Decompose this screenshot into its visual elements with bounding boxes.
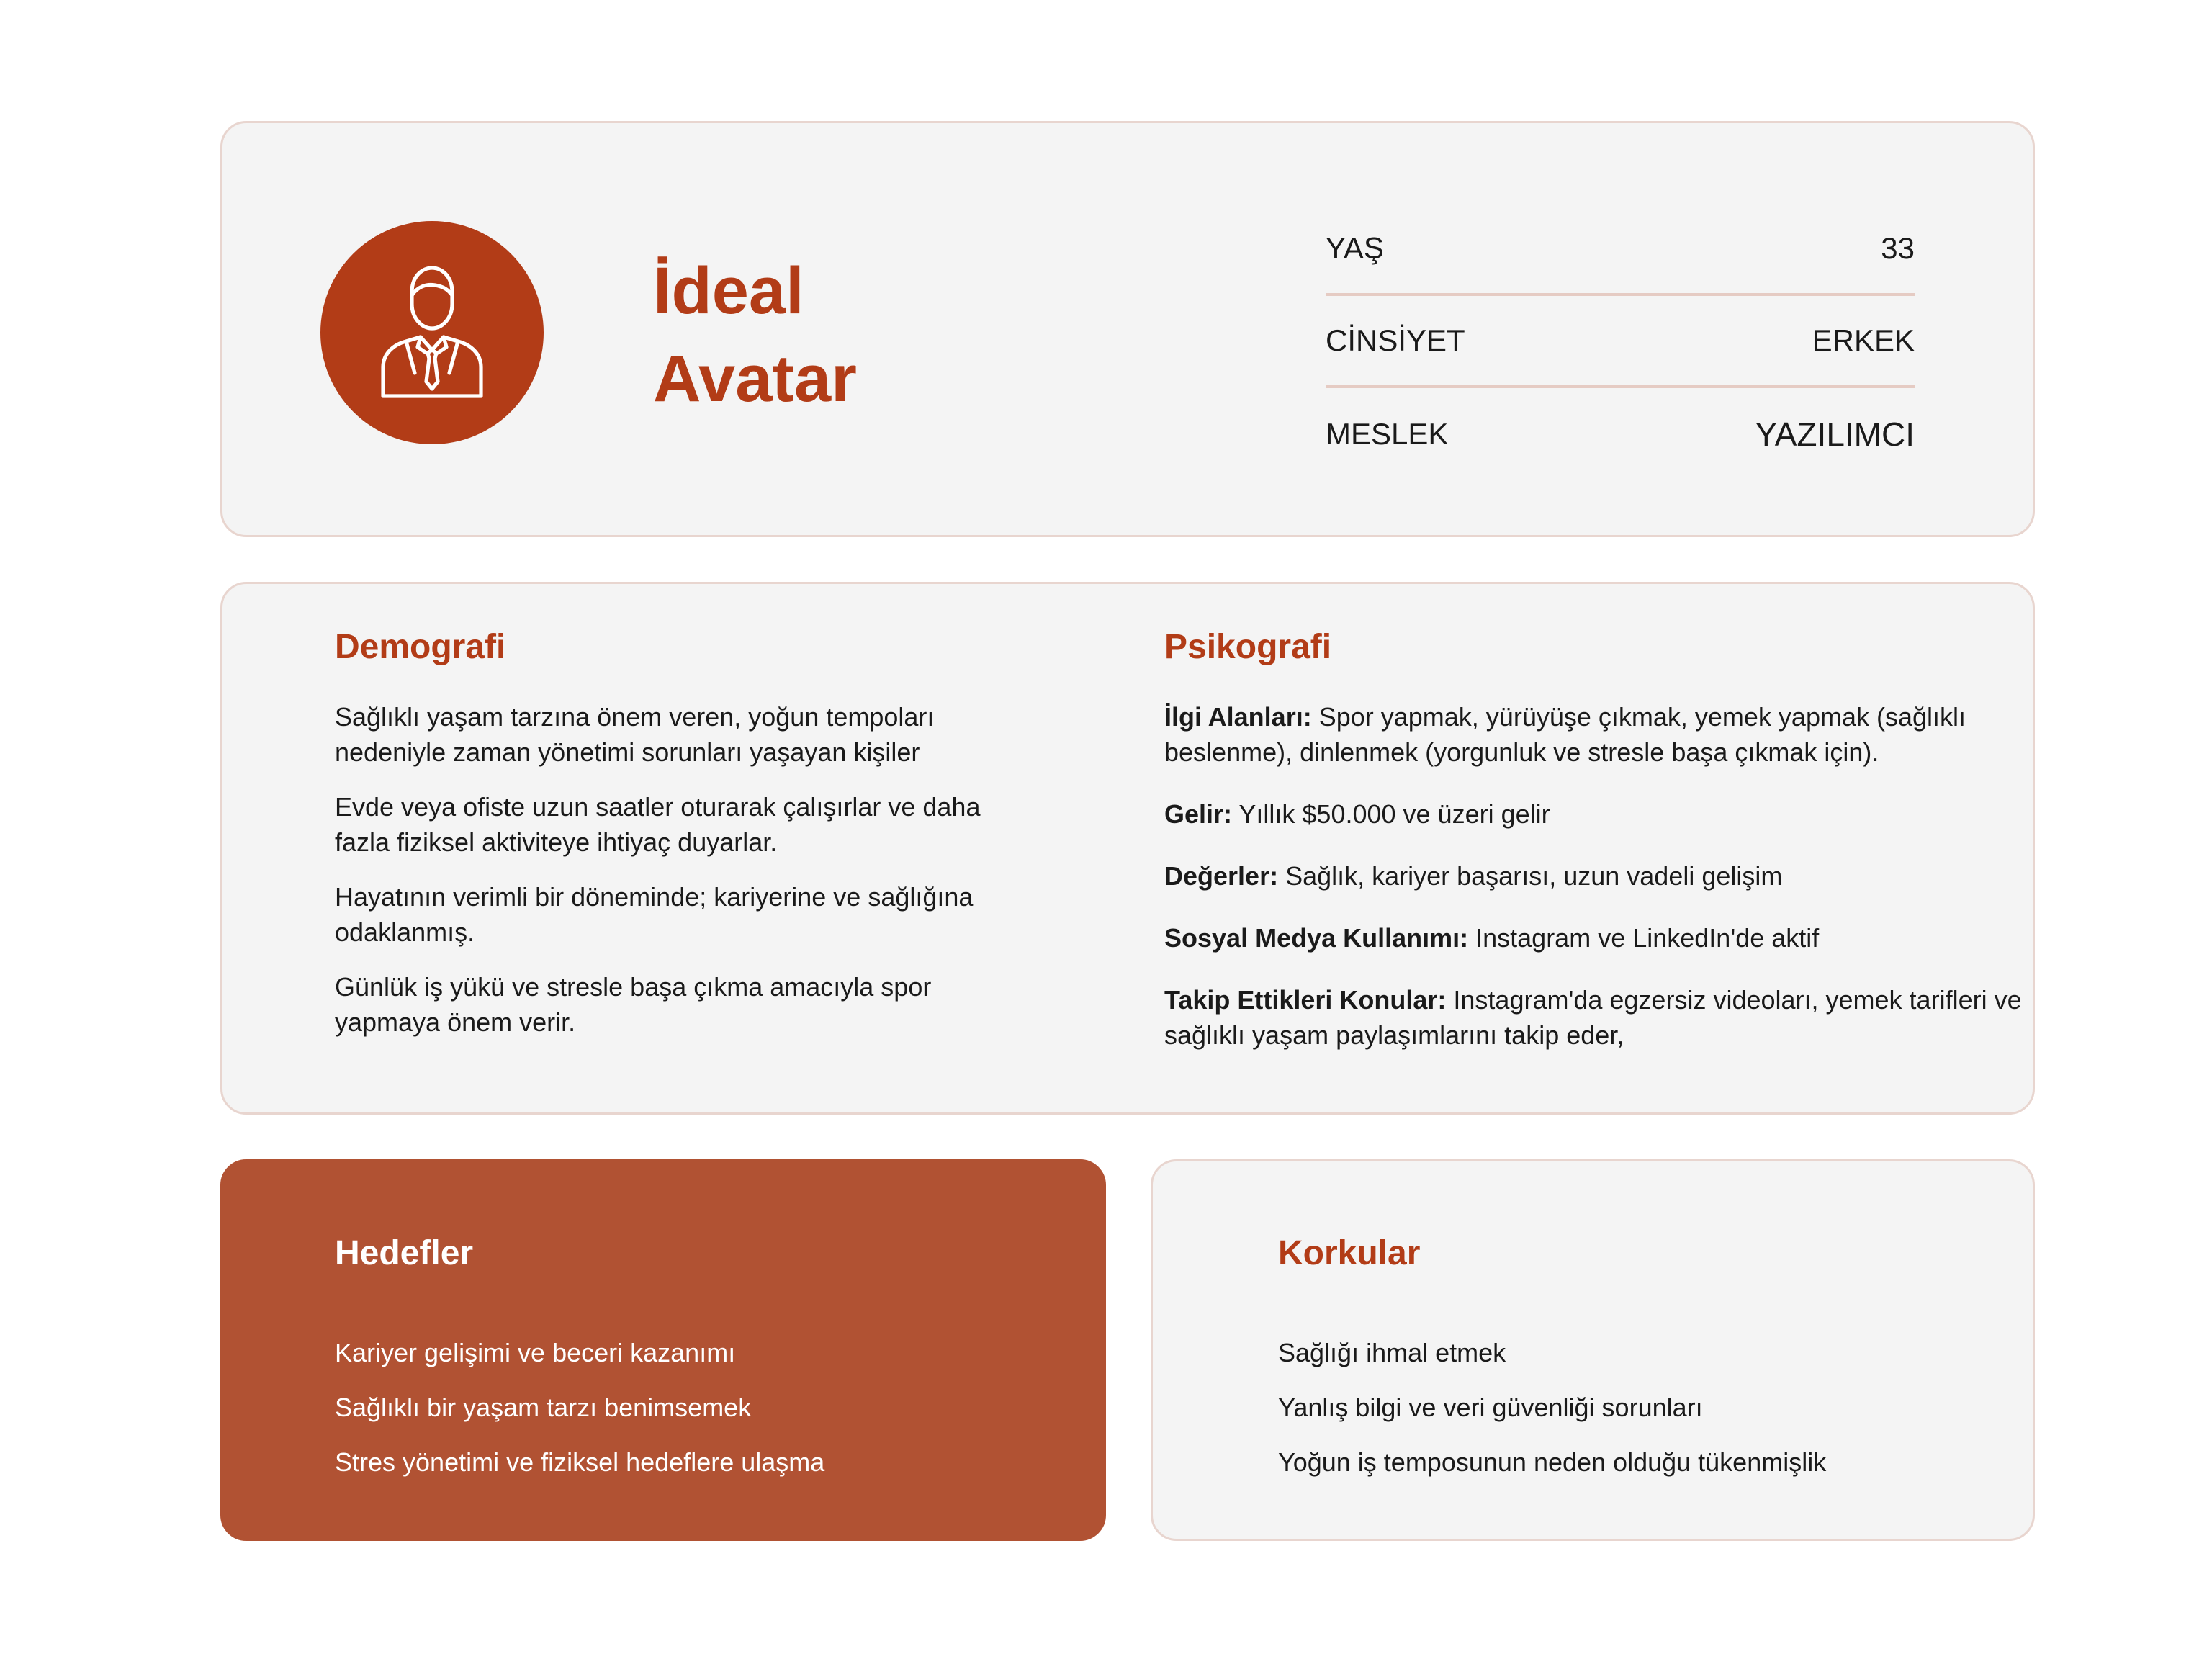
- demografi-paragraph: Hayatının verimli bir döneminde; kariyerine ve sağlığına odaklanmış.: [335, 882, 974, 947]
- stat-label: YAŞ: [1326, 231, 1384, 265]
- psikografi-item: [1164, 920, 2028, 956]
- psikografi-item: [1164, 858, 2028, 894]
- list-item: Kariyer gelişimi ve beceri kazanımı: [335, 1338, 736, 1367]
- stat-value: 33: [1881, 231, 1915, 265]
- goals-card: [220, 1159, 1106, 1541]
- demografi-section: [335, 699, 983, 1059]
- psikografi-item-label: İlgi Alanları:: [1164, 702, 1312, 732]
- title-line-2: Avatar: [653, 342, 857, 415]
- section-title-psikografi: Psikografi: [1164, 628, 1332, 666]
- goals-list: [335, 1326, 824, 1490]
- page-title: [653, 247, 1085, 423]
- psikografi-item-label: Gelir:: [1164, 799, 1233, 829]
- psikografi-section: [1164, 699, 2028, 1079]
- stat-value: YAZILIMCI: [1755, 415, 1915, 453]
- demografi-paragraph: Günlük iş yükü ve stresle başa çıkma amacıyla spor yapmaya önem verir.: [335, 972, 932, 1037]
- stat-value: ERKEK: [1812, 323, 1915, 357]
- title-line-1: İdeal: [653, 254, 804, 328]
- info-card: [220, 582, 2035, 1115]
- list-item: Yoğun iş temposunun neden olduğu tükenmişlik: [1278, 1447, 1827, 1477]
- stat-label: MESLEK: [1326, 417, 1449, 451]
- businessman-avatar-icon: [374, 261, 490, 405]
- psikografi-item-label: Değerler:: [1164, 861, 1279, 891]
- psikografi-item: [1164, 699, 2028, 770]
- section-title-korkular: Korkular: [1278, 1234, 1421, 1272]
- stat-row-gender: [1326, 296, 1915, 388]
- psikografi-item-text: Instagram ve LinkedIn'de aktif: [1468, 923, 1820, 953]
- stats-table: [1326, 204, 1915, 480]
- demografi-paragraph: Evde veya ofiste uzun saatler oturarak çalışırlar ve daha fazla fiziksel aktiviteye ihtiyaç duyarlar.: [335, 792, 981, 857]
- fears-list: [1278, 1326, 1826, 1490]
- list-item: Sağlıklı bir yaşam tarzı benimsemek: [335, 1393, 752, 1422]
- stat-row-age: [1326, 204, 1915, 296]
- section-title-demografi: Demografi: [335, 628, 506, 666]
- psikografi-item-text: Spor yapmak, yürüyüşe çıkmak, yemek yapmak (sağlıklı beslenme), dinlenmek (yorgunluk ve stresle başa çıkmak için).: [1164, 702, 1966, 767]
- avatar: [320, 221, 544, 444]
- psikografi-item-text: Sağlık, kariyer başarısı, uzun vadeli gelişim: [1278, 861, 1783, 891]
- psikografi-item: [1164, 982, 2028, 1053]
- psikografi-item-text: Instagram'da egzersiz videoları, yemek tarifleri ve sağlıklı yaşam paylaşımlarını takip eder,: [1164, 985, 2022, 1050]
- psikografi-item-label: Sosyal Medya Kullanımı:: [1164, 923, 1469, 953]
- fears-card: [1151, 1159, 2035, 1541]
- section-title-hedefler: Hedefler: [335, 1234, 474, 1272]
- psikografi-item: [1164, 796, 2028, 832]
- stat-row-occupation: [1326, 388, 1915, 480]
- profile-card: [220, 121, 2035, 537]
- list-item: Yanlış bilgi ve veri güvenliği sorunları: [1278, 1393, 1703, 1422]
- stat-label: CİNSİYET: [1326, 323, 1465, 357]
- psikografi-item-label: Takip Ettikleri Konular:: [1164, 985, 1447, 1015]
- list-item: Sağlığı ihmal etmek: [1278, 1338, 1506, 1367]
- demografi-paragraph: Sağlıklı yaşam tarzına önem veren, yoğun tempoları nedeniyle zaman yönetimi sorunları yaşayan kişiler: [335, 702, 935, 767]
- psikografi-item-text: Yıllık $50.000 ve üzeri gelir: [1232, 799, 1550, 829]
- list-item: Stres yönetimi ve fiziksel hedeflere ulaşma: [335, 1447, 825, 1477]
